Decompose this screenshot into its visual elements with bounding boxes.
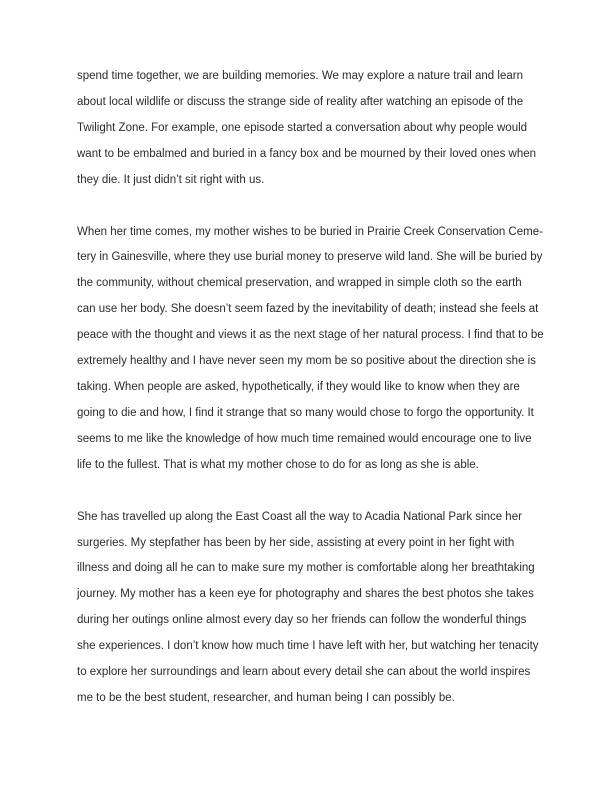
text-line: to explore her surroundings and learn about every detail she can about the world inspires <box>77 666 531 679</box>
paragraph-spacer <box>77 194 543 220</box>
text-line: When her time comes, my mother wishes to be buried in Prairie Creek Conservation Ceme- <box>77 225 543 238</box>
text-line: tery in Gainesville, where they use burial money to preserve wild land. She will be buried by <box>77 251 543 264</box>
text-line: surgeries. My stepfather has been by her side, assisting at every point in her fight with <box>77 536 515 549</box>
text-line: journey. My mother has a keen eye for photography and shares the best photos she takes <box>77 588 534 601</box>
paragraph-3 <box>77 505 543 712</box>
paragraph-spacer <box>77 479 543 505</box>
text-line: me to be the best student, researcher, and human being I can possibly be. <box>77 691 455 704</box>
text-line: during her outings online almost every day so her friends can follow the wonderful things <box>77 614 527 627</box>
text-line: about local wildlife or discuss the strange side of reality after watching an episode of the <box>77 95 524 108</box>
text-line: life to the fullest. That is what my mother chose to do for as long as she is able. <box>77 458 479 471</box>
text-line: seems to me like the knowledge of how much time remained would encourage one to live <box>77 432 532 445</box>
text-line: want to be embalmed and buried in a fancy box and be mourned by their loved ones when <box>77 147 537 160</box>
text-line: Twilight Zone. For example, one episode started a conversation about why people would <box>77 121 528 134</box>
text-line: going to die and how, I find it strange that so many would chose to forgo the opportunity. It <box>77 406 534 419</box>
text-line: extremely healthy and I have never seen my mom be so positive about the direction she is <box>77 355 536 368</box>
text-line: spend time together, we are building memories. We may explore a nature trail and learn <box>77 70 523 82</box>
text-line: can use her body. She doesn’t seem fazed by the inevitability of death; instead she feels at <box>77 303 539 316</box>
document-body <box>77 64 543 712</box>
paragraph-2 <box>77 220 543 479</box>
text-line: they die. It just didn’t sit right with us. <box>77 173 265 186</box>
text-line: she experiences. I don’t know how much time I have left with her, but watching her tenacity <box>77 640 539 653</box>
text-line: illness and doing all he can to make sure my mother is comfortable along her breathtaking <box>77 562 535 575</box>
text-line: She has travelled up along the East Coast all the way to Acadia National Park since her <box>77 510 522 523</box>
text-line: taking. When people are asked, hypothetically, if they would like to know when they are <box>77 380 520 393</box>
paragraph-1 <box>77 64 543 194</box>
text-line: the community, without chemical preservation, and wrapped in simple cloth so the earth <box>77 277 522 290</box>
text-line: peace with the thought and views it as the next stage of her natural process. I find that to be <box>77 329 544 342</box>
